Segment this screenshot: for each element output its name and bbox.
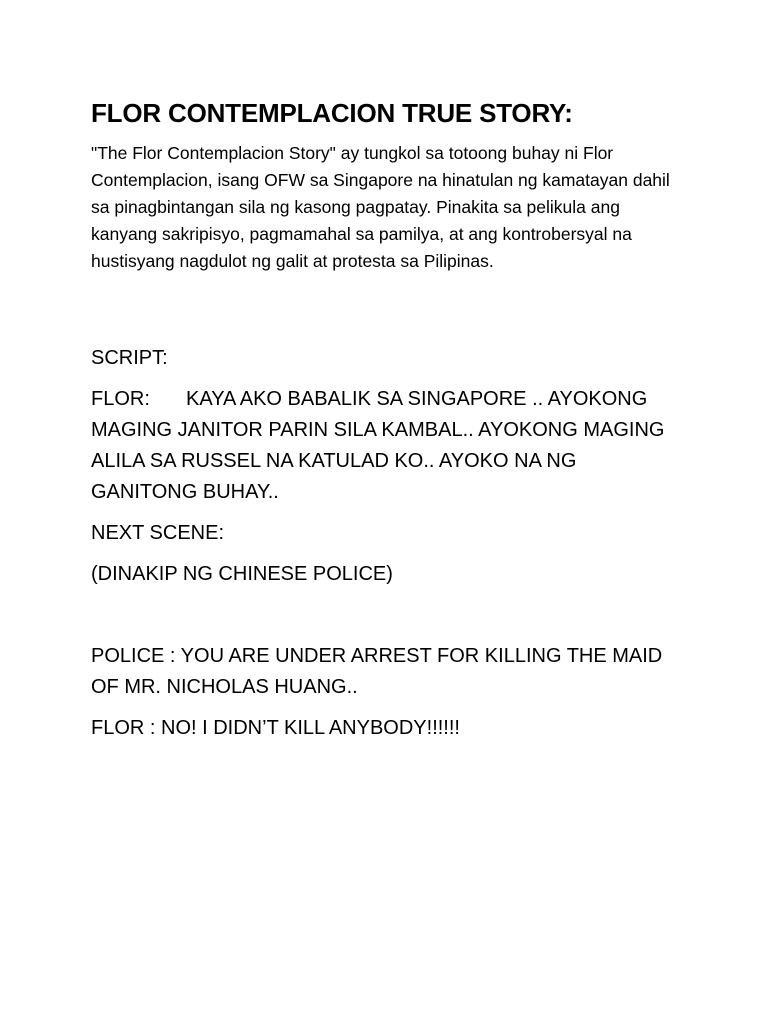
police-dialogue: POLICE : YOU ARE UNDER ARREST FOR KILLING THE MAID OF MR. NICHOLAS HUANG.. <box>91 645 663 698</box>
flor-reply-dialogue: FLOR : NO! I DIDN’T KILL ANYBODY!!!!!! <box>91 717 460 739</box>
flor-dialogue <box>91 384 681 508</box>
document-title: FLOR CONTEMPLACION TRUE STORY: <box>91 98 573 128</box>
document-content <box>91 96 681 744</box>
flor-dialogue-text: KAYA AKO BABALIK SA SINGAPORE .. AYOKONG MAGING JANITOR PARIN SILA KAMBAL.. AYOKONG MAGING ALILA SA RUSSEL NA KATULAD KO.. AYOKO NA NG GANITONG BUHAY.. <box>91 388 665 503</box>
script-label: SCRIPT: <box>91 347 168 369</box>
script-section <box>91 343 681 744</box>
stage-direction: (DINAKIP NG CHINESE POLICE) <box>91 563 393 585</box>
flor-speaker: FLOR: <box>91 388 150 410</box>
story-summary: "The Flor Contemplacion Story" ay tungkol sa totoong buhay ni Flor Contemplacion, isang OFW sa Singapore na hinatulan ng kamatayan dahil sa pinagbintangan sila ng kasong pagpatay. Pinakita sa pelikula ang kanyang sakripisyo, pagmamahal sa pamilya, at ang kontrobersyal na hustisyang nagdulot ng galit at protesta sa Pilipinas. <box>91 143 670 271</box>
next-scene-label: NEXT SCENE: <box>91 522 224 544</box>
